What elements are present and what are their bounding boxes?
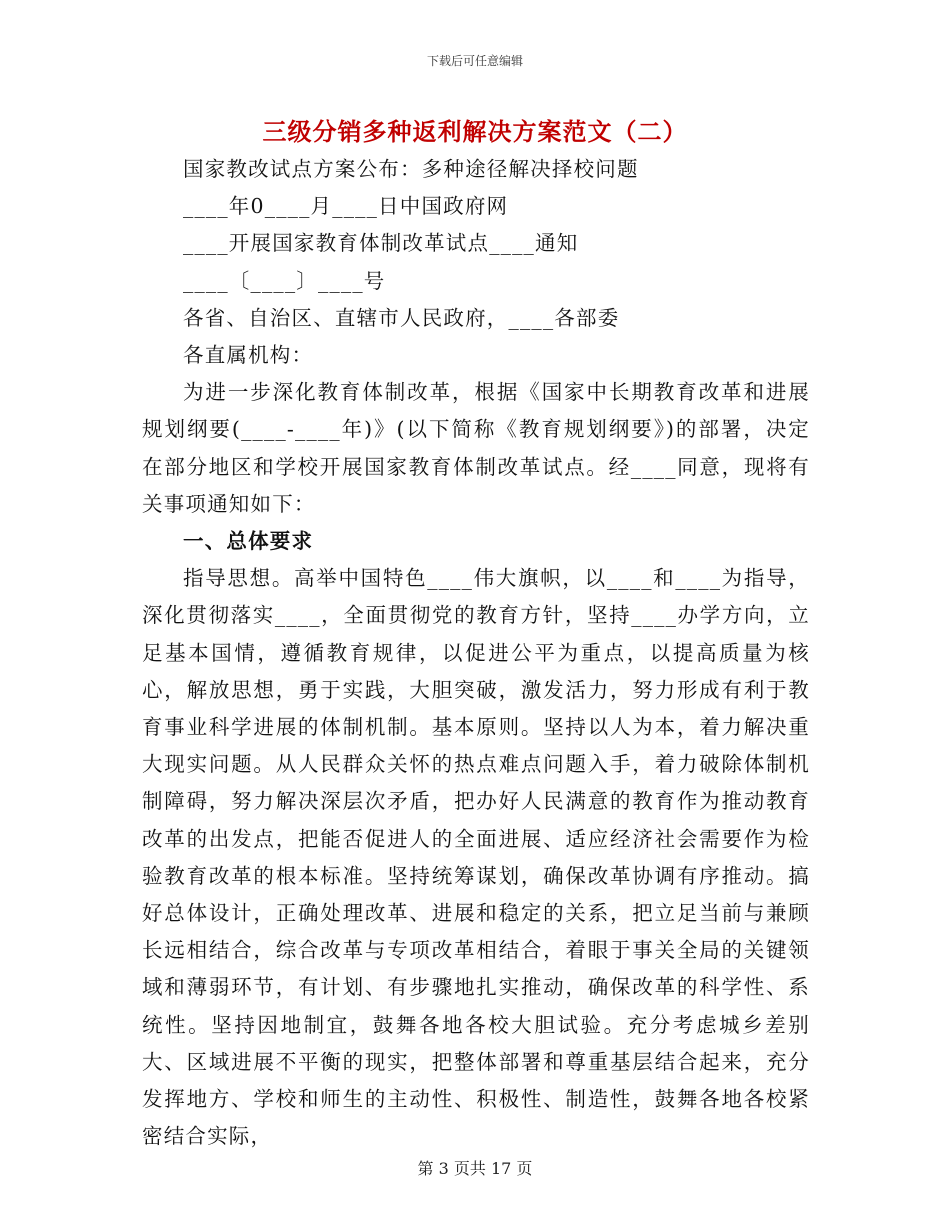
section-heading: 一、总体要求 [183, 529, 314, 554]
paragraph-date-source: ____年0____月____日中国政府网 [183, 194, 509, 219]
paragraph-recipients-2: 各直属机构： [183, 343, 314, 368]
document-body [142, 151, 810, 1155]
paragraph-recipients: 各省、自治区、直辖市人民政府，____各部委 [183, 305, 620, 330]
paragraph-subtitle: 国家教改试点方案公布：多种途径解决择校问题 [183, 157, 639, 181]
paragraph-intro: 为进一步深化教育体制改革，根据《国家中长期教育改革和进展规划纲要(____-____年)》(以下简称《教育规划纲要》)的部署，决定在部分地区和学校开展国家教育体制改革试点。经____同意，现将有关事项通知如下： [142, 380, 810, 516]
paragraph-notice-title: ____开展国家教育体制改革试点____通知 [183, 231, 579, 256]
paragraph-guiding-thought: 指导思想。高举中国特色____伟大旗帜，以____和____为指导，深化贯彻落实____，全面贯彻党的教育方针，坚持____办学方向，立足基本国情，遵循教育规律，以促进公平为重点，以提高质量为核心，解放思想，勇于实践，大胆突破，激发活力，努力形成有利于教育事业科学进展的体制机制。基本原则。坚持以人为本，着力解决重大现实问题。从人民群众关怀的热点难点问题入手，着力破除体制机制障碍，努力解决深层次矛盾，把办好人民满意的教育作为推动教育改革的出发点，把能否促进人的全面进展、适应经济社会需要作为检验教育改革的根本标准。坚持统筹谋划，确保改革协调有序推动。搞好总体设计，正确处理改革、进展和稳定的关系，把立足当前与兼顾长远相结合，综合改革与专项改革相结合，着眼于事关全局的关键领域和薄弱环节，有计划、有步骤地扎实推动，确保改革的科学性、系统性。坚持因地制宜，鼓舞各地各校大胆试验。充分考虑城乡差别大、区域进展不平衡的现实，把整体部署和尊重基层结合起来，充分发挥地方、学校和师生的主动性、积极性、制造性，鼓舞各地各校紧密结合实际， [142, 566, 810, 1149]
page-footer: 第 3 页共 17 页 [417, 1159, 533, 1178]
document-title: 三级分销多种返利解决方案范文（二） [262, 117, 688, 146]
header-note: 下载后可任意编辑 [426, 54, 523, 68]
paragraph-doc-number: ____〔____〕____号 [183, 268, 386, 293]
